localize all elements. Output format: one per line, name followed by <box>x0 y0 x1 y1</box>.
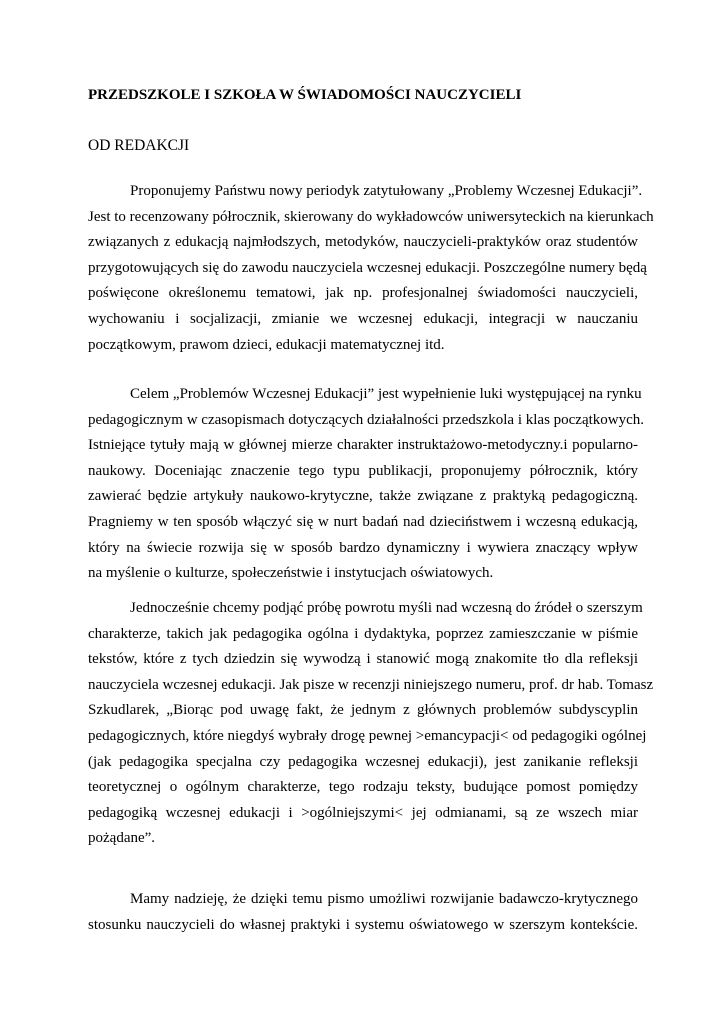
paragraph-line: Jednocześnie chcemy podjąć próbę powrotu myśli nad wczesną do źródeł o szerszym <box>130 600 643 616</box>
document-title: PRZEDSZKOLE I SZKOŁA W ŚWIADOMOŚCI NAUCZYCIELI <box>88 87 522 103</box>
paragraph-line: na myślenie o kulturze, społeczeństwie i instytucjach oświatowych. <box>88 565 494 582</box>
paragraph-line: początkowym, prawom dzieci, edukacji matematycznej itd. <box>88 336 445 353</box>
paragraph-line: zawierać będzie artykuły naukowo-krytyczne, także związane z praktyką pedagogiczną. <box>88 488 638 505</box>
paragraph-line: przygotowujących się do zawodu nauczyciela wczesnej edukacji. Poszczególne numery będą <box>88 259 647 276</box>
paragraph-line: stosunku nauczycieli do własnej praktyki i systemu oświatowego w szerszym kontekście. <box>88 916 638 933</box>
paragraph-line: Pragniemy w ten sposób włączyć się w nurt badań nad dzieciństwem i wczesną edukacją, <box>88 513 638 530</box>
paragraph-line: Istniejące tytuły mają w głównej mierze charakter instruktażowo-metodyczny.i popularno- <box>88 437 638 454</box>
paragraph-line: (jak pedagogika specjalna czy pedagogika wczesnej edukacji), jest zanikanie refleksji <box>88 753 638 770</box>
paragraph-line: który na świecie rozwija się w sposób bardzo dynamiczny i wywiera znaczący wpływ <box>88 539 638 556</box>
paragraph-line: tekstów, które z tych dziedzin się wywodzą i stanowić mogą znakomite tło dla refleksji <box>88 651 638 668</box>
paragraph-4 <box>88 887 638 938</box>
paragraph-line: wychowaniu i socjalizacji, zmianie we wczesnej edukacji, integracji w nauczaniu <box>88 310 638 327</box>
paragraph-line: pożądane”. <box>88 830 156 847</box>
paragraph-line: poświęcone określonemu tematowi, jak np. profesjonalnej świadomości nauczycieli, <box>88 285 638 302</box>
paragraph-line: Proponujemy Państwu nowy periodyk zatytułowany „Problemy Wczesnej Edukacji”. <box>130 183 643 199</box>
paragraph-line: nauczyciela wczesnej edukacji. Jak pisze w recenzji niniejszego numeru, prof. dr hab. Tomasz <box>88 676 654 693</box>
paragraph-line: związanych z edukacją najmłodszych, metodyków, nauczycieli-praktyków oraz studentów <box>88 234 638 251</box>
paragraph-2 <box>88 382 645 587</box>
paragraph-line: naukowy. Doceniając znaczenie tego typu publikacji, proponujemy półrocznik, który <box>88 462 638 479</box>
paragraph-1 <box>88 179 654 358</box>
paragraph-line: Celem „Problemów Wczesnej Edukacji” jest wypełnienie luki występującej na rynku <box>130 386 642 402</box>
paragraph-line: Mamy nadzieję, że dzięki temu pismo umożliwi rozwijanie badawczo-krytycznego <box>130 891 638 907</box>
paragraph-line: charakterze, takich jak pedagogika ogólna i dydaktyka, poprzez zamieszczanie w piśmie <box>88 625 638 642</box>
paragraph-line: teoretycznej o ogólnym charakterze, tego rodzaju teksty, budujące pomost pomiędzy <box>88 779 638 796</box>
paragraph-line: pedagogicznym w czasopismach dotyczących działalności przedszkola i klas początkowych. <box>88 411 645 428</box>
paragraph-line: Szkudlarek, „Biorąc pod uwagę fakt, że jednym z głównych problemów subdyscyplin <box>88 702 638 719</box>
paragraph-line: pedagogiką wczesnej edukacji i >ogólniejszymi< jej odmianami, są ze wszech miar <box>88 804 638 821</box>
paragraph-line: Jest to recenzowany półrocznik, skierowany do wykładowców uniwersyteckich na kierunkach <box>88 208 654 225</box>
paragraph-3 <box>88 596 654 852</box>
section-heading: OD REDAKCJI <box>88 137 190 154</box>
paragraph-line: pedagogicznych, które niegdyś wybrały drogę pewnej >emancypacji< od pedagogiki ogólnej <box>88 727 647 744</box>
